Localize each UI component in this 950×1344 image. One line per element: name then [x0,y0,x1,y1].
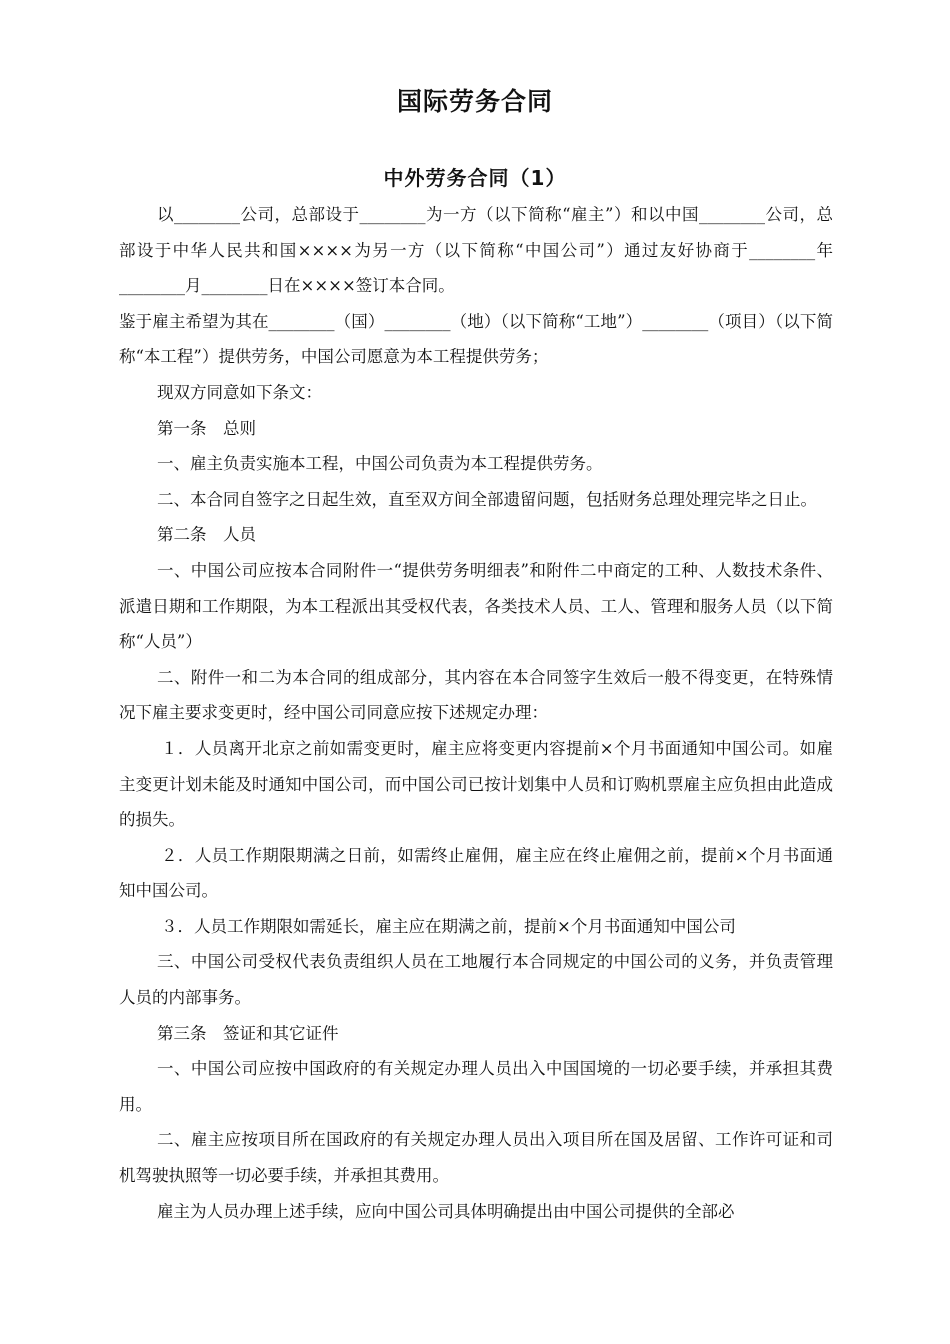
paragraph: 二、本合同自签字之日起生效，直至双方间全部遗留问题，包括财务总理处理完毕之日止。 [157,489,817,509]
paragraph: １．人员离开北京之前如需变更时，雇主应将变更内容提前×个月书面通知中国公司。如雇主变更计划未能及时通知中国公司，而中国公司已按计划集中人员和订购机票雇主应负担由此造成的损失。 [119,738,833,830]
document-title: 国际劳务合同 [396,87,553,116]
paragraph: 二、雇主应按项目所在国政府的有关规定办理人员出入项目所在国及居留、工作许可证和司机驾驶执照等一切必要手续，并承担其费用。 [119,1130,833,1186]
paragraph: 第三条 签证和其它证件 [157,1023,339,1043]
paragraph: 以________公司，总部设于________为一方（以下简称“雇主”）和以中国________公司，总部设于中华人民共和国××××为另一方（以下简称“中国公司”）通过友好协商于________年________月________日在××××签订本合同。 [119,205,833,296]
paragraph: 鉴于雇主希望为其在________（国）________（地）（以下简称“工地”）________（项目）（以下简称“本工程”）提供劳务，中国公司愿意为本工程提供劳务； [119,311,833,367]
document-subtitle: 中外劳务合同（1） [383,166,567,190]
paragraph: 第二条 人员 [157,525,256,545]
paragraph: 一、中国公司应按本合同附件一“提供劳务明细表”和附件二中商定的工种、人数技术条件、派遣日期和工作期限，为本工程派出其受权代表，各类技术人员、工人、管理和服务人员（以下简称“人员”） [119,560,833,652]
document-body [119,197,833,1229]
paragraph: 三、中国公司受权代表负责组织人员在工地履行本合同规定的中国公司的义务，并负责管理人员的内部事务。 [119,952,833,1008]
paragraph: 二、附件一和二为本合同的组成部分，其内容在本合同签字生效后一般不得变更，在特殊情况下雇主要求变更时，经中国公司同意应按下述规定办理： [119,667,833,723]
paragraph: 一、雇主负责实施本工程，中国公司负责为本工程提供劳务。 [157,454,603,474]
paragraph: 雇主为人员办理上述手续，应向中国公司具体明确提出由中国公司提供的全部必 [157,1201,735,1221]
paragraph: ３．人员工作期限如需延长，雇主应在期满之前，提前×个月书面通知中国公司 [161,916,736,936]
paragraph: ２．人员工作期限期满之日前，如需终止雇佣，雇主应在终止雇佣之前，提前×个月书面通知中国公司。 [119,845,833,901]
paragraph: 第一条 总则 [157,418,256,438]
paragraph: 一、中国公司应按中国政府的有关规定办理人员出入中国国境的一切必要手续，并承担其费用。 [119,1059,833,1114]
paragraph: 现双方同意如下条文： [157,382,322,402]
